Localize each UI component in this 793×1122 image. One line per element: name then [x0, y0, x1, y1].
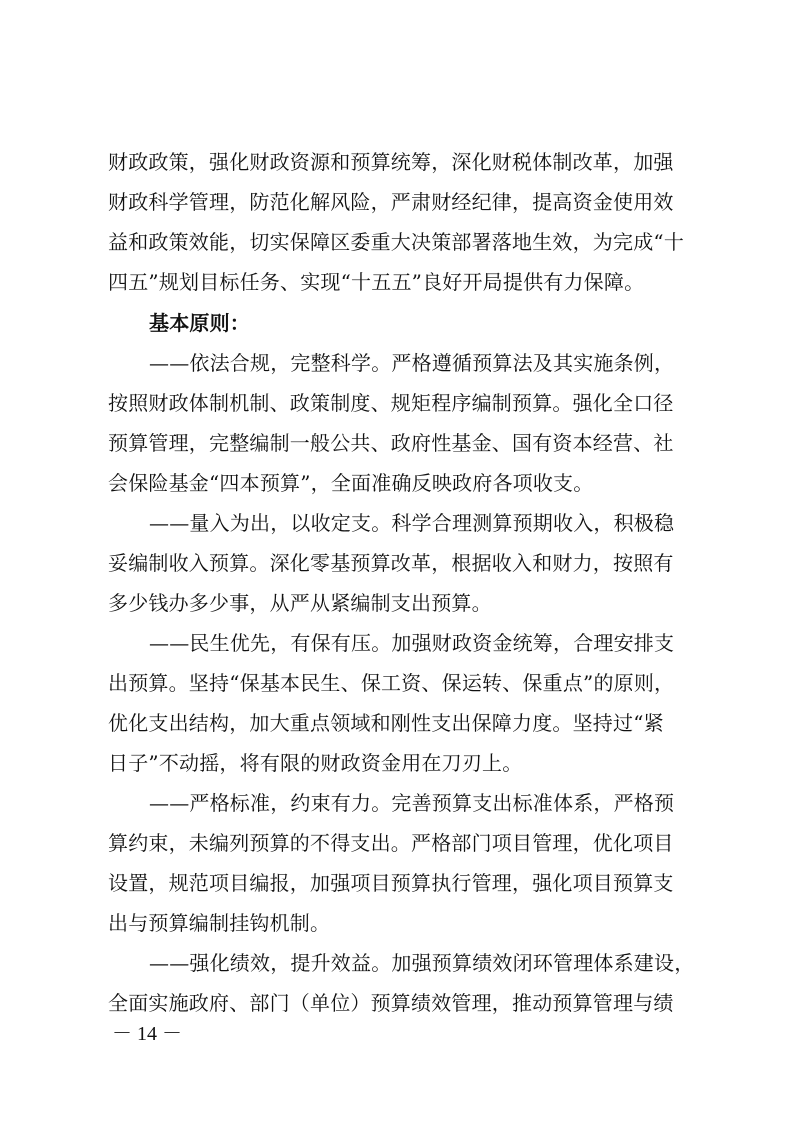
- principle-line: ——依法合规，完整科学。严格遵循预算法及其实施条例，: [149, 351, 675, 375]
- body-text-line: 财政政策，强化财政资源和预算统筹，深化财税体制改革，加强: [108, 150, 674, 174]
- section-heading: 基本原则：: [149, 311, 250, 335]
- body-text-line: 设置，规范项目编报，加强项目预算执行管理，强化项目预算支: [108, 871, 674, 895]
- body-text-line: 妥编制收入预算。深化零基预算改革，根据收入和财力，按照有: [108, 551, 674, 575]
- principle-line: ——严格标准，约束有力。完善预算支出标准体系，严格预: [149, 791, 675, 815]
- body-text-line: 优化支出结构，加大重点领域和刚性支出保障力度。坚持过“紧: [108, 711, 664, 735]
- body-text-line: 全面实施政府、部门（单位）预算绩效管理，推动预算管理与绩: [108, 991, 674, 1015]
- body-text-line: 多少钱办多少事，从严从紧编制支出预算。: [108, 591, 492, 615]
- page-number: － 14 －: [112, 1023, 182, 1045]
- body-text-line: 益和政策效能，切实保障区委重大决策部署落地生效，为完成“十: [108, 230, 685, 254]
- principle-line: ——民生优先，有保有压。加强财政资金统筹，合理安排支: [149, 631, 675, 655]
- body-text-line: 财政科学管理，防范化解风险，严肃财经纪律，提高资金使用效: [108, 190, 674, 214]
- principle-line: ——量入为出，以收定支。科学合理测算预期收入，积极稳: [149, 511, 675, 535]
- body-text-line: 算约束，未编列预算的不得支出。严格部门项目管理，优化项目: [108, 831, 674, 855]
- body-text-line: 会保险基金“四本预算”，全面准确反映政府各项收支。: [108, 471, 594, 495]
- body-text-line: 预算管理，完整编制一般公共、政府性基金、国有资本经营、社: [108, 431, 674, 455]
- body-text-line: 出与预算编制挂钩机制。: [108, 911, 331, 935]
- principle-line: ——强化绩效，提升效益。加强预算绩效闭环管理体系建设，: [149, 951, 695, 975]
- body-text-line: 四五”规划目标任务、实现“十五五”良好开局提供有力保障。: [108, 270, 645, 294]
- body-text-line: 按照财政体制机制、政策制度、规矩程序编制预算。强化全口径: [108, 391, 674, 415]
- body-text-line: 出预算。坚持“保基本民生、保工资、保运转、保重点”的原则，: [108, 671, 675, 695]
- body-text-line: 日子”不动摇，将有限的财政资金用在刀刃上。: [108, 751, 523, 775]
